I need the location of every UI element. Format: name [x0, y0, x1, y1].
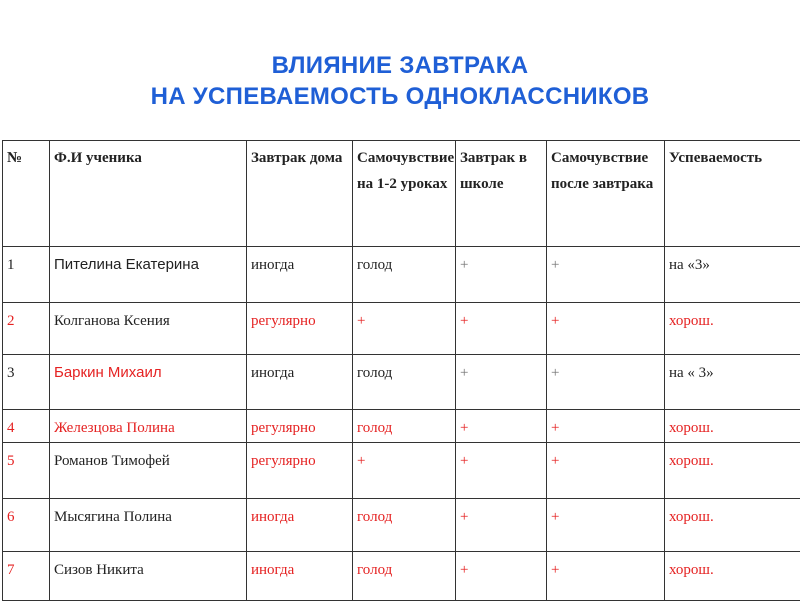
header-row — [3, 141, 800, 247]
cell-feeling-after: + — [547, 499, 665, 552]
cell-name: Колганова Ксения — [50, 303, 247, 355]
cell-performance: хорош. — [665, 443, 800, 499]
cell-number: 1 — [3, 247, 50, 303]
cell-name: Романов Тимофей — [50, 443, 247, 499]
cell-number: 3 — [3, 355, 50, 410]
cell-performance: хорош. — [665, 303, 800, 355]
cell-feeling-early: голод — [353, 499, 456, 552]
cell-breakfast-home: регулярно — [247, 303, 353, 355]
cell-breakfast-school: + — [456, 303, 547, 355]
cell-name: Железцова Полина — [50, 410, 247, 443]
table-row — [3, 443, 800, 499]
cell-name: Сизов Никита — [50, 552, 247, 601]
table-row — [3, 499, 800, 552]
header-performance: Успеваемость — [665, 141, 800, 247]
title-line-1: ВЛИЯНИЕ ЗАВТРАКА — [0, 50, 800, 81]
cell-feeling-early: голод — [353, 410, 456, 443]
cell-number: 4 — [3, 410, 50, 443]
cell-feeling-after: + — [547, 355, 665, 410]
cell-breakfast-home: иногда — [247, 355, 353, 410]
header-name: Ф.И ученика — [50, 141, 247, 247]
cell-breakfast-home: иногда — [247, 247, 353, 303]
cell-name: Мысягина Полина — [50, 499, 247, 552]
title-line-2: НА УСПЕВАЕМОСТЬ ОДНОКЛАССНИКОВ — [0, 81, 800, 112]
header-breakfast-school: Завтрак в школе — [456, 141, 547, 247]
cell-number: 6 — [3, 499, 50, 552]
cell-feeling-early: + — [353, 443, 456, 499]
header-feeling-early: Самочувствие на 1-2 уроках — [353, 141, 456, 247]
cell-number: 2 — [3, 303, 50, 355]
header-feeling-after: Самочувствие после завтрака — [547, 141, 665, 247]
cell-breakfast-school: + — [456, 355, 547, 410]
header-number: № — [3, 141, 50, 247]
table-row — [3, 355, 800, 410]
cell-breakfast-school: + — [456, 499, 547, 552]
cell-breakfast-home: иногда — [247, 499, 353, 552]
cell-performance: на « 3» — [665, 355, 800, 410]
cell-feeling-after: + — [547, 443, 665, 499]
cell-feeling-early: + — [353, 303, 456, 355]
cell-breakfast-home: регулярно — [247, 410, 353, 443]
cell-feeling-early: голод — [353, 552, 456, 601]
cell-name: Пителина Екатерина — [50, 247, 247, 303]
breakfast-table — [2, 140, 800, 601]
cell-performance: хорош. — [665, 410, 800, 443]
cell-feeling-after: + — [547, 247, 665, 303]
cell-breakfast-home: регулярно — [247, 443, 353, 499]
cell-number: 5 — [3, 443, 50, 499]
cell-name: Баркин Михаил — [50, 355, 247, 410]
cell-number: 7 — [3, 552, 50, 601]
cell-feeling-after: + — [547, 410, 665, 443]
table-row — [3, 247, 800, 303]
header-breakfast-home: Завтрак дома — [247, 141, 353, 247]
table-row — [3, 552, 800, 601]
cell-breakfast-home: иногда — [247, 552, 353, 601]
cell-feeling-after: + — [547, 303, 665, 355]
cell-performance: на «3» — [665, 247, 800, 303]
cell-feeling-early: голод — [353, 247, 456, 303]
cell-breakfast-school: + — [456, 410, 547, 443]
cell-feeling-after: + — [547, 552, 665, 601]
cell-breakfast-school: + — [456, 247, 547, 303]
cell-breakfast-school: + — [456, 443, 547, 499]
table-row — [3, 410, 800, 443]
cell-performance: хорош. — [665, 499, 800, 552]
table-row — [3, 303, 800, 355]
cell-feeling-early: голод — [353, 355, 456, 410]
cell-performance: хорош. — [665, 552, 800, 601]
cell-breakfast-school: + — [456, 552, 547, 601]
page-title — [0, 50, 800, 112]
